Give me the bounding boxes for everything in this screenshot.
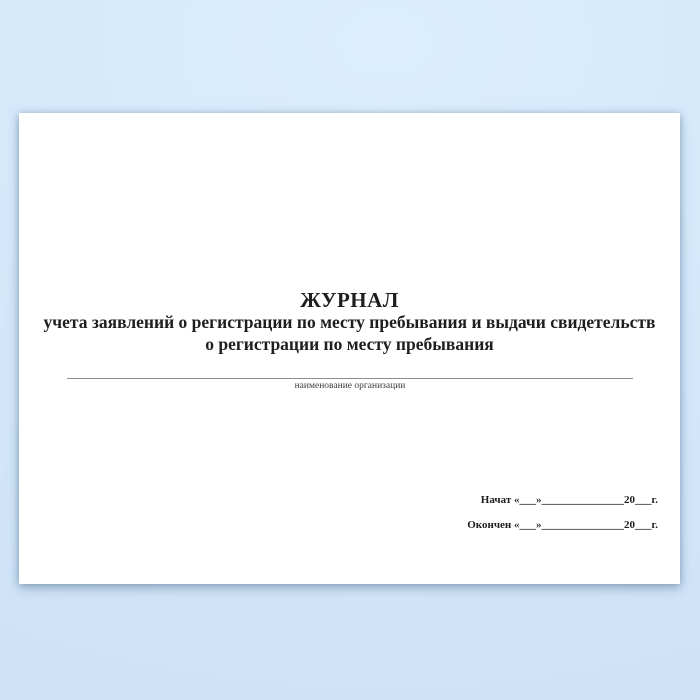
journal-title: ЖУРНАЛ (300, 288, 399, 312)
started-date-row: Начат «___»_______________20___г. (480, 494, 658, 506)
organization-name-caption: наименование организации (294, 381, 406, 391)
finished-date-row: Окончен «___»_______________20___г. (467, 519, 658, 531)
journal-subtitle-line-1: учета заявлений о регистрации по месту пребывания и выдачи свидетельств (43, 312, 656, 332)
dates-block (467, 494, 658, 531)
organization-block (67, 378, 633, 393)
journal-cover-page (19, 113, 680, 584)
title-block (19, 289, 680, 355)
journal-subtitle-line-2: о регистрации по месту пребывания (205, 334, 494, 354)
organization-name-blank-line (67, 378, 633, 379)
